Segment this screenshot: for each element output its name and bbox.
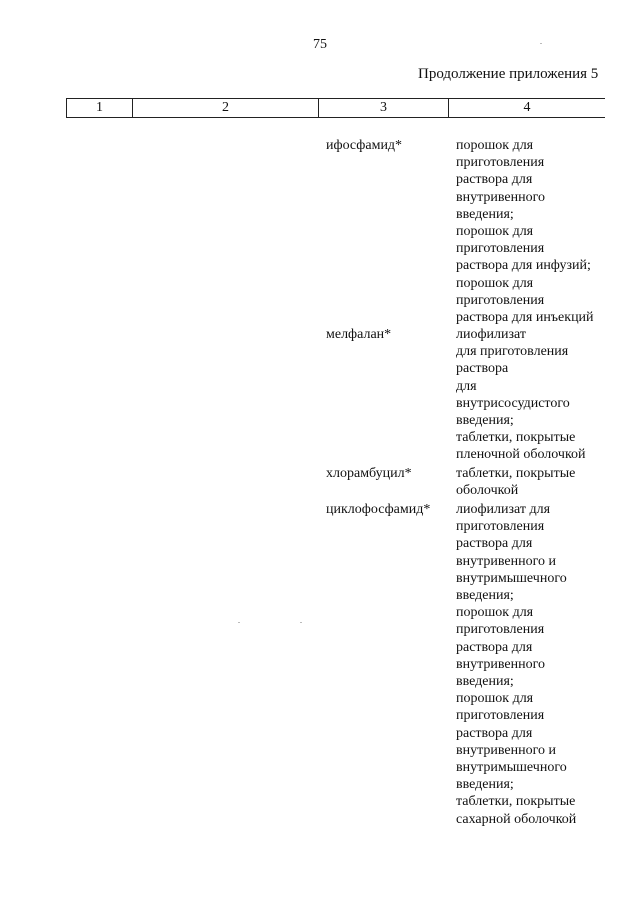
dosage-form-line: внутримышечного [456, 760, 567, 776]
dosage-form-cell [456, 501, 576, 828]
drug-name: мелфалан* [326, 327, 392, 342]
drug-name: циклофосфамид* [326, 502, 431, 517]
dosage-form-line: раствора для [456, 172, 533, 188]
dosage-form-line: приготовления [456, 241, 545, 257]
dosage-form-cell [456, 137, 594, 326]
drug-name: ифосфамид* [326, 138, 403, 153]
dosage-form-line: таблетки, покрытые [456, 430, 576, 446]
dosage-form-line: введения; [456, 206, 514, 222]
column-header-3: 3 [318, 99, 448, 117]
table-header-row [66, 98, 605, 118]
dosage-form-line: порошок для [456, 138, 534, 153]
dosage-form-line: для [456, 378, 477, 394]
scan-speck [238, 622, 240, 623]
dosage-form-cell [456, 465, 575, 499]
dosage-form-line: для приготовления [456, 344, 569, 360]
dosage-form-line: порошок для [456, 275, 534, 291]
dosage-form-line: раствора для [456, 725, 533, 741]
page-number: 75 [313, 37, 327, 52]
appendix-caption: Продолжение приложения 5 [418, 66, 599, 82]
column-header-4: 4 [448, 99, 605, 117]
scan-speck [300, 622, 302, 623]
dosage-form-line: раствора для инфузий; [456, 258, 591, 274]
drug-name: хлорамбуцил* [326, 466, 412, 481]
dosage-form-line: внутривенного [456, 656, 546, 672]
dosage-form-line: введения; [456, 588, 514, 604]
dosage-form-line: лиофилизат [456, 327, 527, 342]
dosage-form-line: приготовления [456, 292, 545, 308]
dosage-form-line: лиофилизат для [456, 502, 551, 517]
dosage-form-line: приготовления [456, 622, 545, 638]
dosage-form-line: внутрисосудистого [456, 395, 570, 411]
dosage-form-line: приготовления [456, 155, 545, 171]
dosage-form-line: таблетки, покрытые [456, 466, 576, 481]
dosage-form-cell [456, 326, 586, 464]
dosage-form-line: порошок для [456, 605, 534, 621]
dosage-form-line: раствора [456, 361, 509, 377]
dosage-form-line: порошок для [456, 691, 534, 707]
scan-speck [540, 43, 542, 44]
dosage-form-line: внутривенного и [456, 742, 556, 758]
dosage-form-line: оболочкой [456, 483, 519, 499]
dosage-form-line: порошок для [456, 224, 534, 240]
dosage-form-line: введения; [456, 674, 514, 690]
column-header-2: 2 [132, 99, 318, 117]
dosage-form-line: пленочной оболочкой [456, 447, 586, 463]
dosage-form-line: таблетки, покрытые [456, 794, 576, 810]
dosage-form-line: введения; [456, 777, 514, 793]
dosage-form-line: раствора для инъекций [456, 310, 594, 326]
dosage-form-line: приготовления [456, 708, 545, 724]
dosage-form-line: внутримышечного [456, 570, 567, 586]
dosage-form-line: введения; [456, 413, 514, 429]
dosage-form-line: раствора для [456, 639, 533, 655]
dosage-form-line: внутривенного [456, 189, 546, 205]
dosage-form-line: раствора для [456, 536, 533, 552]
column-header-1: 1 [66, 99, 132, 117]
dosage-form-line: сахарной оболочкой [456, 811, 577, 827]
dosage-form-line: внутривенного и [456, 553, 556, 569]
dosage-form-line: приготовления [456, 519, 545, 535]
